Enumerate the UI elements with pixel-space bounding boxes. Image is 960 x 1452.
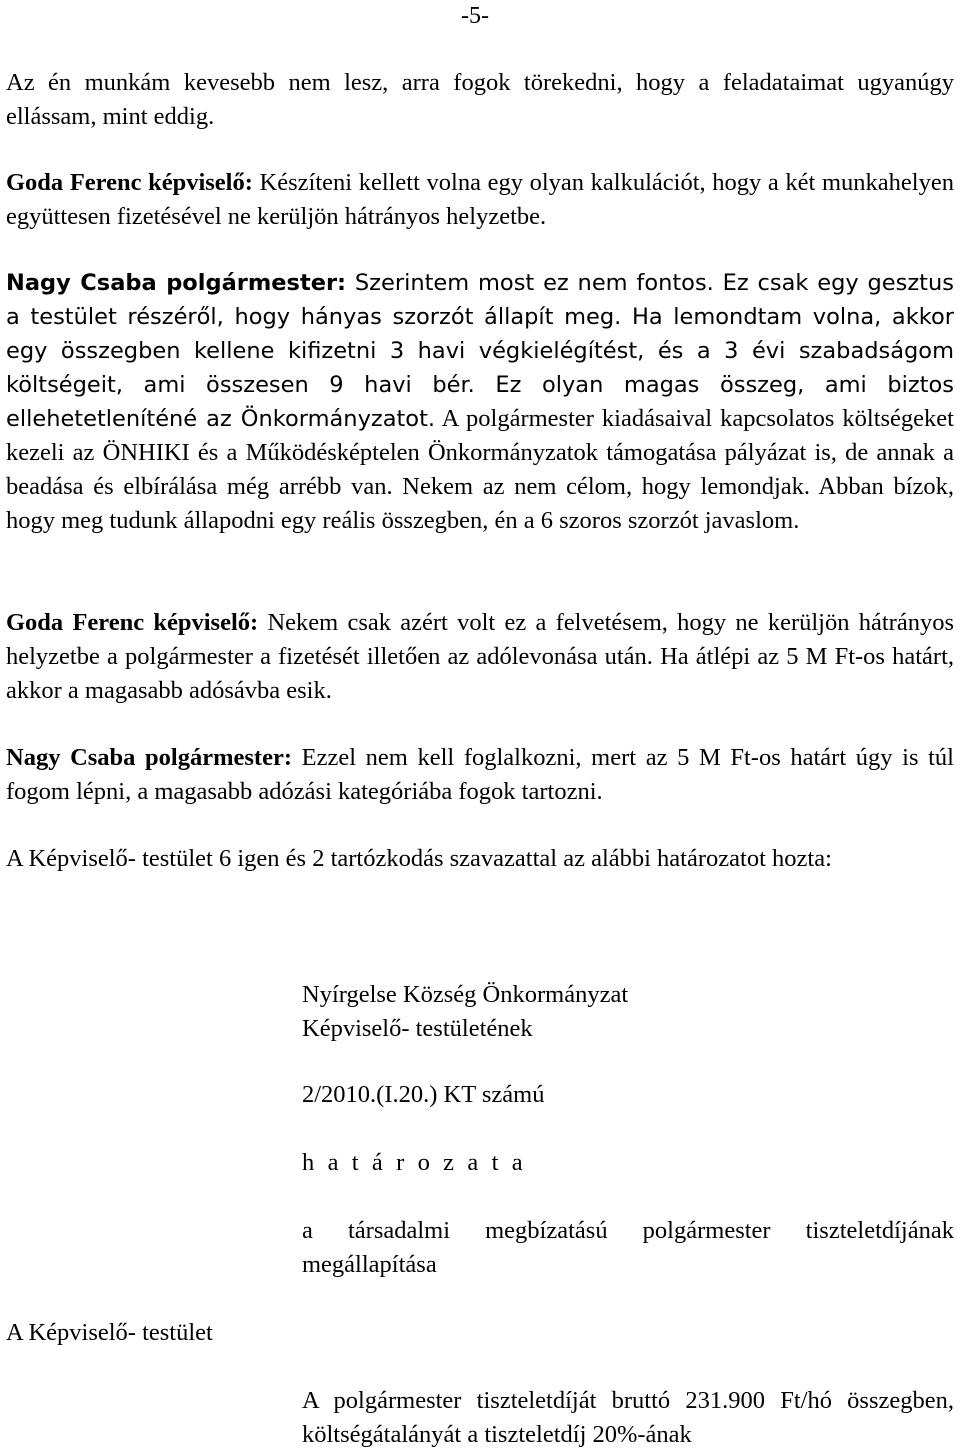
statement-text: Készíteni kellett volna egy olyan kalkulációt, hogy a két munkahelyen együttesen fizetésével ne kerüljön hátrányos helyzetbe. — [6, 169, 954, 230]
statement-text: Ezzel nem kell foglalkozni, mert az 5 M Ft-os határt úgy is túl fogom lépni, a magasabb adózási kategóriába fogok tartozni. — [6, 744, 954, 805]
paragraph-goda-1 — [6, 166, 954, 234]
speaker-name: Nagy Csaba polgármester: — [6, 744, 292, 771]
paragraph-nagy-1 — [6, 266, 954, 538]
issuer-line: Nyírgelse Község Önkormányzat — [302, 981, 629, 1008]
resolution-number: 2/2010.(I.20.) KT számú — [302, 1081, 545, 1108]
paragraph-goda-2 — [6, 606, 954, 708]
resolution-heading: h a t á r o z a t a — [302, 1149, 527, 1176]
statement-text-sans: Szerintem most ez nem fontos. Ez csak egy gesztus a testület részéről, hogy hányas szorzót állapít meg. Ha lemondtam volna, akkor egy összegben kellene kifizetni 3 havi végkielégítést, és a 3 évi szabadságom költségeit, ami összesen 9 havi bér. Ez olyan magas összeg, ami biztos ellehetetleníténé az Önkormányzatot. — [6, 270, 954, 432]
page-number: -5- — [461, 3, 489, 29]
speaker-name: Goda Ferenc képviselő: — [6, 169, 253, 196]
issuer-line: Képviselő- testületének — [302, 1015, 533, 1042]
speaker-name: Nagy Csaba polgármester: — [6, 270, 347, 296]
resolution-body: A polgármester tiszteletdíját bruttó 231.900 Ft/hó összegben, költségátalányát a tiszteletdíj 20%-ának — [302, 1387, 954, 1448]
speaker-name: Goda Ferenc képviselő: — [6, 609, 259, 636]
paragraph-nagy-2 — [6, 741, 954, 809]
statement-text: Nekem csak azért volt ez a felvetésem, hogy ne kerüljön hátrányos helyzetbe a polgármester a fizetését illetően az adólevonása után. Ha átlépi az 5 M Ft-os határt, akkor a magasabb adósávba esik. — [6, 609, 954, 704]
resolution-subject: a társadalmi megbízatású polgármester tiszteletdíjának megállapítása — [302, 1217, 954, 1278]
decision-body-label: A Képviselő- testület — [6, 1319, 213, 1346]
paragraph-vote: A Képviselő- testület 6 igen és 2 tartózkodás szavazattal az alábbi határozatot hozta: — [6, 845, 832, 872]
statement-text-serif: A polgármester kiadásaival kapcsolatos költségeket kezeli az ÖNHIKI és a Működésképtelen Önkormányzatok támogatása pályázat is, de annak a beadása és elbírálása még arrébb van. Nekem az nem célom, hogy lemondjak. Abban bízok, hogy meg tudunk állapodni egy reális összegben, én a 6 szoros szorzót javaslom. — [6, 405, 954, 534]
paragraph-intro: Az én munkám kevesebb nem lesz, arra fogok törekedni, hogy a feladataimat ugyanúgy ellássam, mint eddig. — [6, 69, 954, 130]
resolution-issuer — [302, 978, 954, 1046]
